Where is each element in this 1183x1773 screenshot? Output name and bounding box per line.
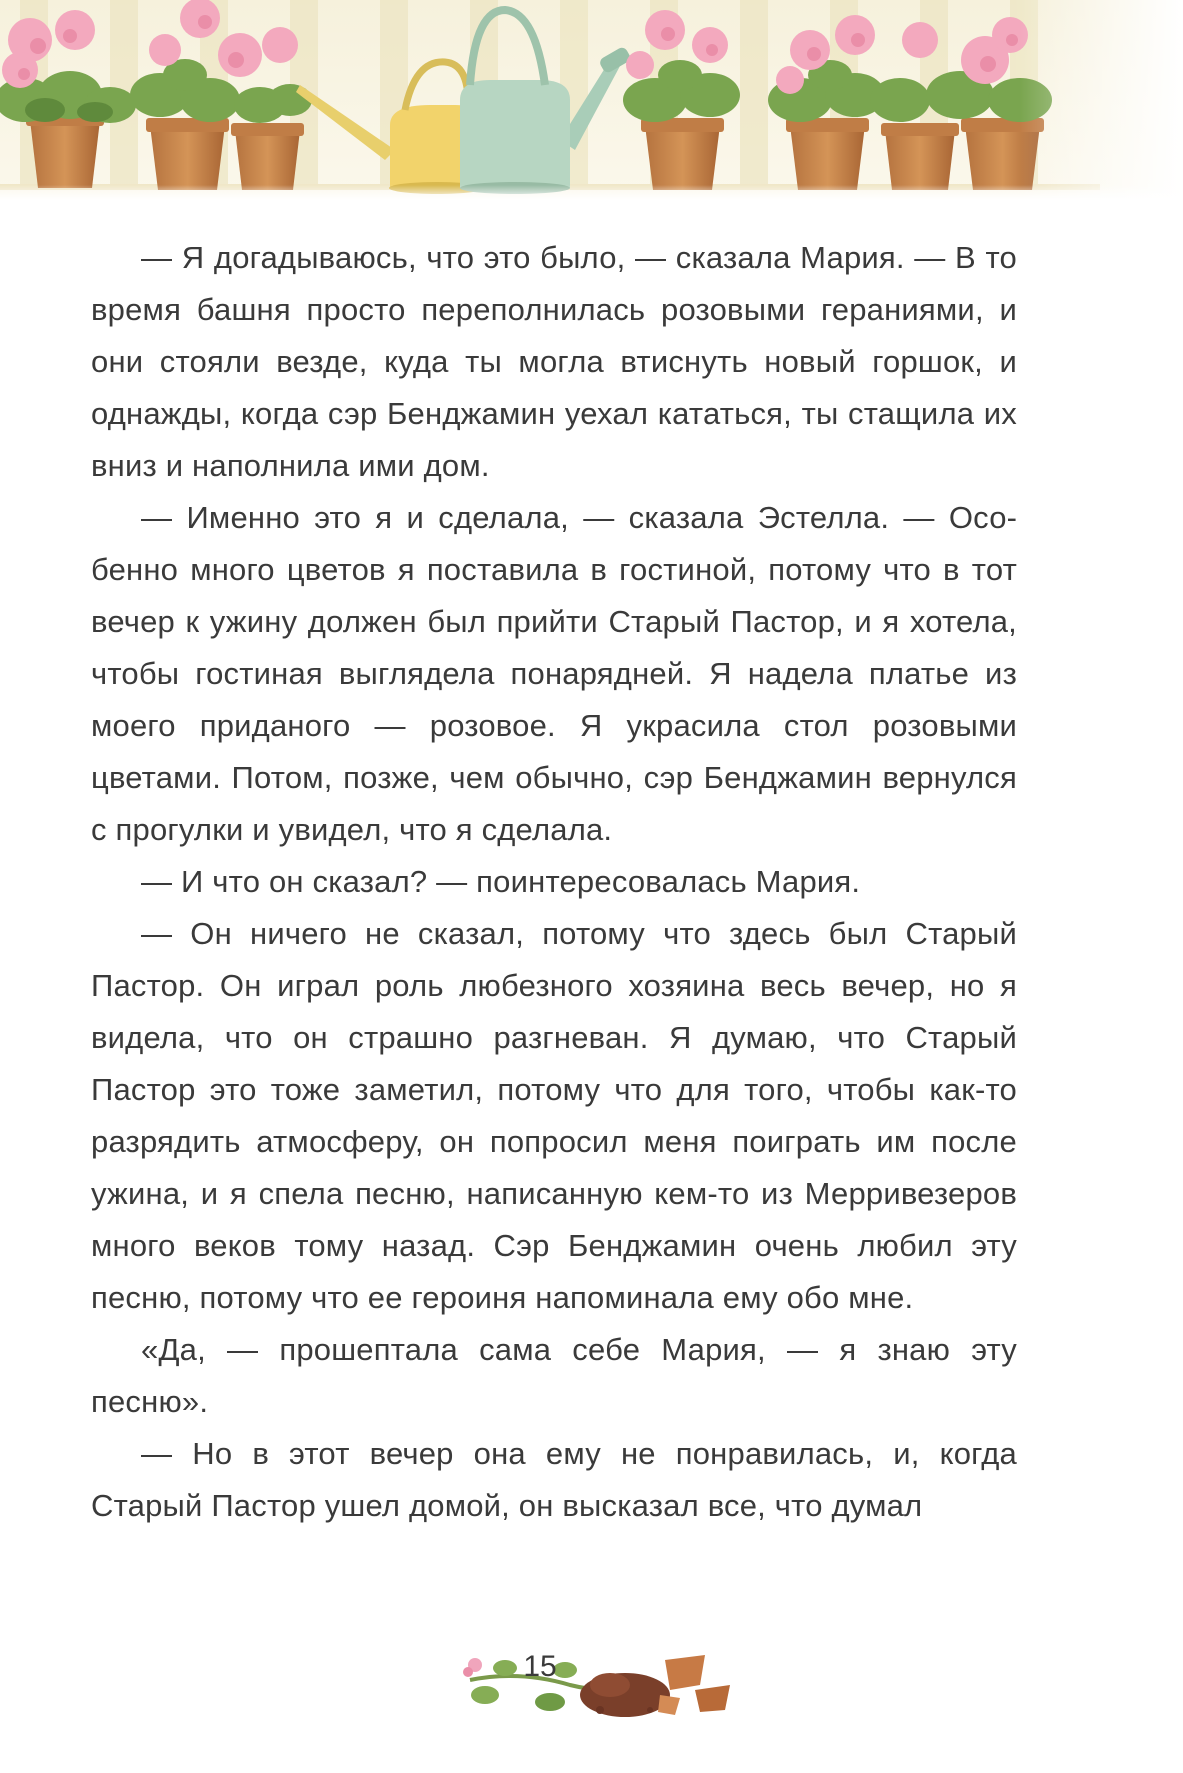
paragraph: «Да, — прошептала сама себе Мария, — я знаю эту песню». — [91, 1332, 1017, 1419]
footer-decoration — [460, 1640, 740, 1730]
paragraph: — И что он сказал? — поинтересовалась Мария. — [141, 864, 861, 899]
paragraph: — Я догадываюсь, что это было, — сказала Мария. — В то время башня просто переполнилась розовыми гераниями, и они стояли везде, куда ты могла втиснуть новый горшок, и однажды, когда сэр Бенджамин уехал кататься, ты стащила их вниз и наполнила ими дом. — [91, 240, 1017, 483]
header-illustration — [0, 0, 1183, 200]
geranium-sprig-pot-shards-picture — [460, 1640, 740, 1730]
paragraph: — Но в этот вечер она ему не понравилась, и, когда Старый Пастор ушел домой, он высказал все, что думал — [91, 1436, 1017, 1523]
paragraph: — Именно это я и сделала, — сказала Эстелла. — Особенно много цветов я поставила в гостиной, потому что в тот вечер к ужину должен был прийти Старый Пастор, и я хотела, чтобы гостиная выглядела понарядней. Я надела платье из моего приданого — розовое. Я украсила стол розовыми цветами. Потом, позже, чем обычно, сэр Бенджамин вернулся с прогулки и увидел, что я сделала. — [91, 500, 1017, 847]
paragraph: — Он ничего не сказал, потому что здесь был Старый Пастор. Он играл роль любезного хозяина весь вечер, но я видела, что он страшно разгневан. Я думаю, что Старый Пастор это тоже заметил, потому что для того, чтобы как-то разрядить атмосферу, он попросил меня поиграть им после ужина, и я спела песню, написанную кем-то из Мерривезеров много веков тому назад. Сэр Бенджамин очень любил эту песню, потому что ее героиня напоминала ему обо мне. — [91, 916, 1017, 1315]
page-text — [91, 232, 1017, 1532]
page-number: 15 — [523, 1650, 557, 1683]
geraniums-watering-cans-picture — [0, 0, 1183, 200]
